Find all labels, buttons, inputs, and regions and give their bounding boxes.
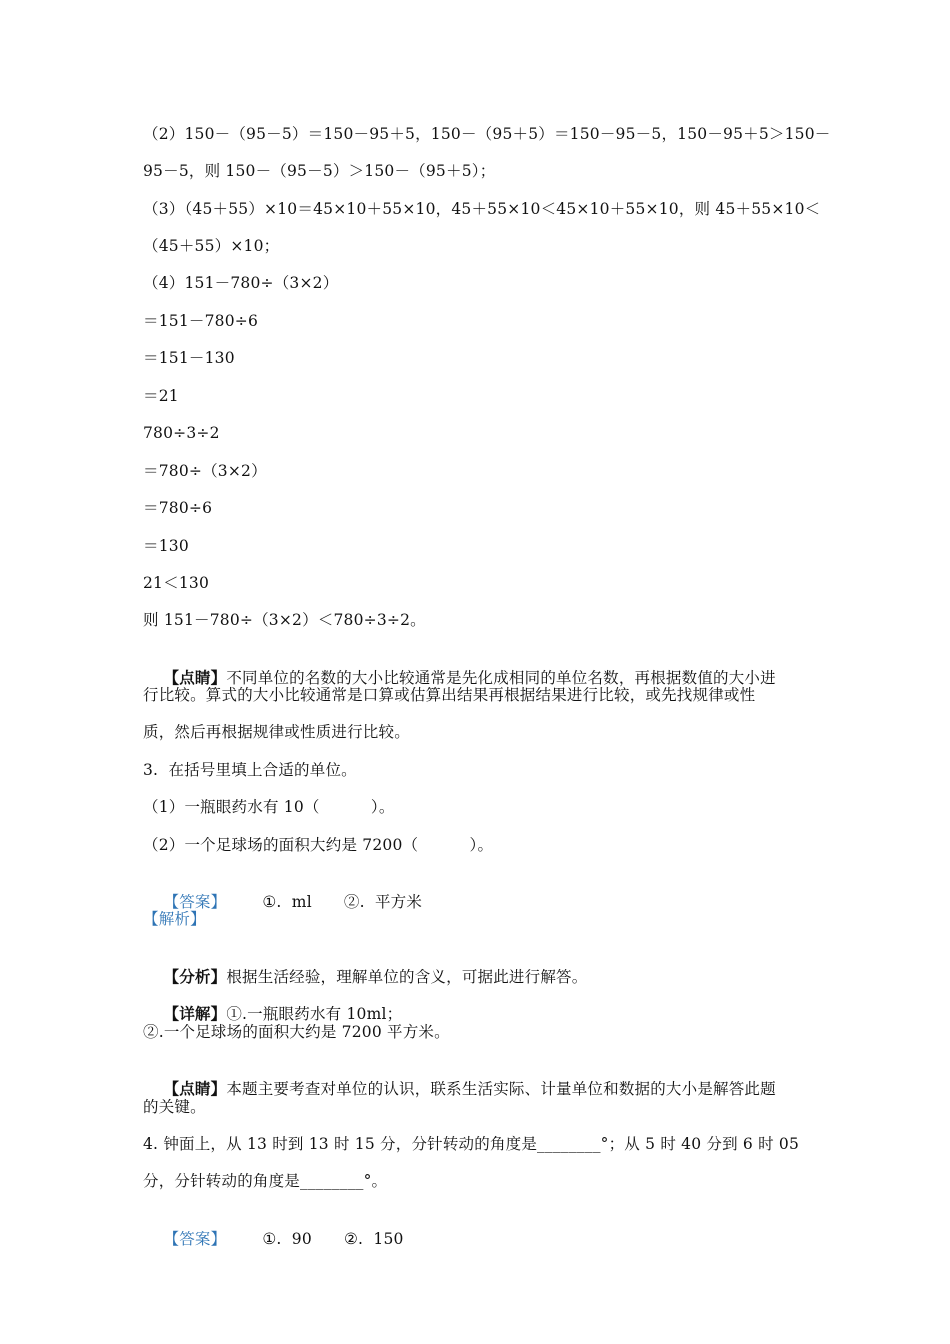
note-text: 不同单位的名数的大小比较通常是先化成相同的单位名数，再根据数值的大小进 (226, 669, 776, 687)
calc-step: ＝151－130 (143, 349, 235, 367)
detail-text: ②.一个足球场的面积大约是 7200 平方米。 (143, 1023, 450, 1041)
answer-item: ①. ml (262, 893, 312, 911)
analysis-tag: 【解析】 (143, 910, 206, 928)
calc-step: ＝21 (143, 387, 179, 405)
answer-row (143, 1209, 810, 1269)
note-text: 本题主要考查对单位的认识，联系生活实际、计量单位和数据的大小是解答此题 (226, 1080, 776, 1098)
answer-item: ②. 平方米 (343, 893, 423, 911)
solution-line-2b: 95－5，则 150－（95－5）＞150－（95＋5）； (143, 162, 496, 180)
note-text: 质，然后再根据规律或性质进行比较。 (143, 723, 410, 741)
question-3-item-1: （1）一瓶眼药水有 10（ ）。 (143, 798, 395, 816)
question-4-line-1: 4. 钟面上，从 13 时到 13 时 15 分，分针转动的角度是________°；从 5 时 40 分到 6 时 05 (143, 1135, 800, 1153)
question-4-line-2: 分，分针转动的角度是________°。 (143, 1172, 388, 1190)
answer-tag: 【答案】 (163, 893, 227, 911)
fenxi-tag: 【分析】 (163, 967, 227, 986)
calc-step: ＝780÷6 (143, 499, 213, 517)
conclusion: 则 151－780÷（3×2）＜780÷3÷2。 (143, 611, 426, 629)
solution-line-3a: （3）（45＋55）×10＝45×10＋55×10，45＋55×10＜45×10＋55×10，则 45＋55×10＜ (143, 200, 821, 218)
answer-tag: 【答案】 (163, 1230, 227, 1248)
solution-line-2a: （2）150－（95－5）＝150－95＋5，150－（95＋5）＝150－95－5，150－95＋5＞150－ (143, 125, 831, 143)
note-tag: 【点睛】 (163, 668, 227, 687)
calc-step: ＝151－780÷6 (143, 312, 259, 330)
question-3-item-2: （2）一个足球场的面积大约是 7200（ ）。 (143, 836, 494, 854)
fenxi-text: 根据生活经验，理解单位的含义，可据此进行解答。 (226, 968, 588, 986)
calc-step: ＝130 (143, 537, 189, 555)
solution-line-3b: （45＋55）×10； (143, 237, 280, 255)
note-text: 的关键。 (143, 1098, 206, 1116)
note-text: 行比较。算式的大小比较通常是口算或估算出结果再根据结果进行比较，或先找规律或性 (143, 686, 756, 704)
xiangjie-text: ①.一瓶眼药水有 10ml； (226, 1005, 403, 1023)
xiangjie-tag: 【详解】 (163, 1004, 227, 1023)
calc-step: ＝780÷（3×2） (143, 462, 267, 480)
note-tag: 【点睛】 (163, 1079, 227, 1098)
solution-line-4: （4）151－780÷（3×2） (143, 274, 339, 292)
answer-item: ②. 150 (343, 1230, 404, 1248)
comparison: 21＜130 (143, 574, 210, 592)
calc-step: 780÷3÷2 (143, 424, 220, 442)
answer-item: ①. 90 (262, 1230, 312, 1248)
question-3-title: 3. 在括号里填上合适的单位。 (143, 761, 357, 779)
